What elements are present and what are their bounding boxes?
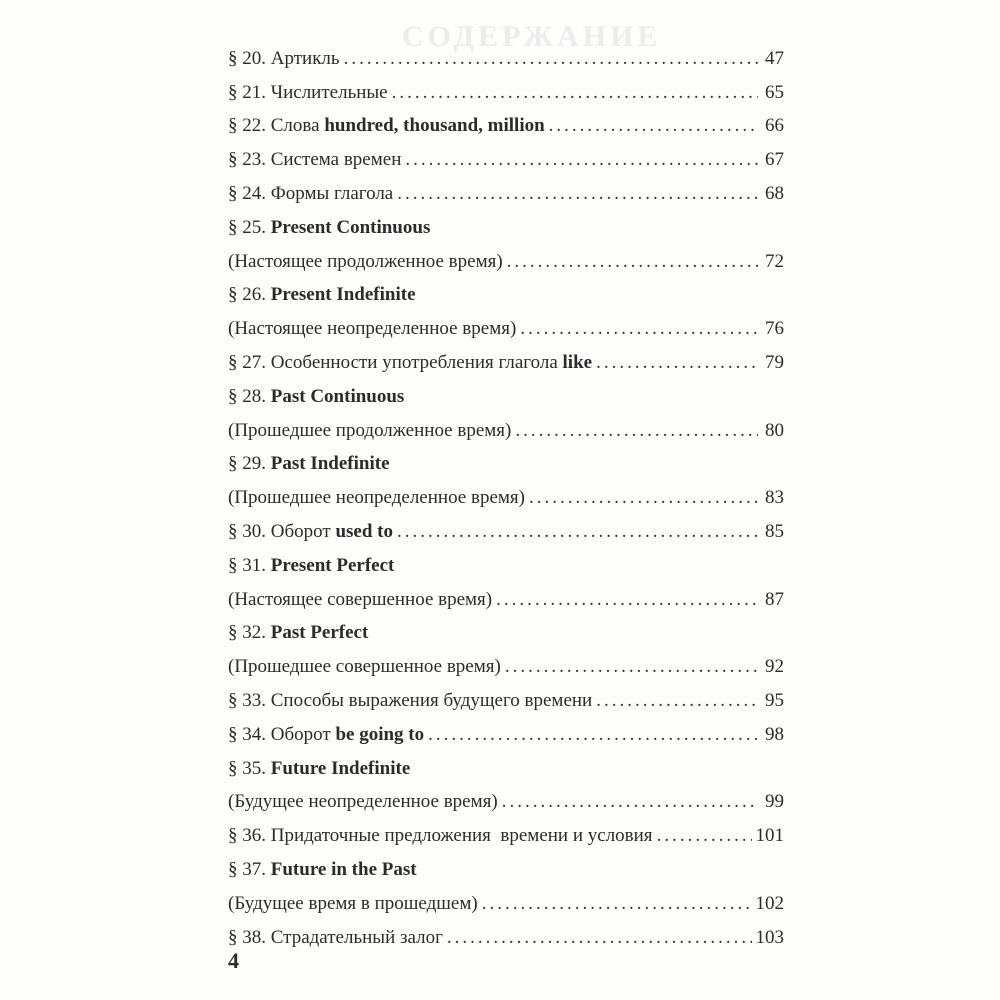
- toc-page-number: 72: [765, 250, 784, 272]
- toc-entry-text: [228, 656, 501, 678]
- section-number: § 27.: [228, 351, 266, 373]
- dot-leader: [428, 724, 758, 746]
- toc-entry: [228, 273, 784, 307]
- toc-entry: [228, 813, 784, 847]
- section-number: § 26.: [228, 284, 266, 306]
- dot-leader: [502, 791, 758, 813]
- section-title: Оборот: [270, 723, 336, 745]
- toc-entry-text: [228, 758, 410, 780]
- toc-entry: [228, 678, 784, 712]
- toc-entry: [228, 509, 784, 543]
- section-number: § 28.: [228, 385, 266, 407]
- toc-entry: [228, 36, 784, 70]
- dot-leader: [392, 82, 758, 104]
- section-number: § 33.: [228, 689, 266, 711]
- section-title-bold: Present Perfect: [270, 554, 395, 576]
- section-title-bold: like: [562, 351, 593, 373]
- toc-entry-text: [228, 927, 443, 949]
- dot-leader: [657, 825, 752, 847]
- section-title: Артикль: [270, 47, 340, 69]
- section-title: (Будущее время в прошедшем): [228, 892, 478, 914]
- section-title: (Прошедшее продолженное время): [228, 419, 512, 441]
- toc-entry: [228, 306, 784, 340]
- toc-page-number: 68: [765, 182, 784, 204]
- toc-entry-text: [228, 589, 492, 611]
- toc-page-number: 102: [755, 892, 784, 914]
- section-title: (Будущее неопределенное время): [228, 791, 498, 813]
- toc-entry: [228, 104, 784, 138]
- toc-entry: [228, 408, 784, 442]
- toc-page-number: 83: [765, 487, 784, 509]
- toc-entry: [228, 374, 784, 408]
- toc-entry: [228, 137, 784, 171]
- toc-entry: [228, 171, 784, 205]
- toc-page-number: 101: [755, 825, 784, 847]
- toc-entry-text: [228, 217, 430, 239]
- section-title-bold: Past Indefinite: [270, 453, 390, 475]
- section-number: § 29.: [228, 453, 266, 475]
- section-title: Оборот: [270, 520, 336, 542]
- toc-entry-text: [228, 521, 393, 543]
- toc-entry: [228, 543, 784, 577]
- toc-entry-text: [228, 420, 511, 442]
- toc-page-number: 95: [765, 689, 784, 711]
- dot-leader: [397, 521, 758, 543]
- dot-leader: [482, 893, 752, 915]
- dot-leader: [529, 487, 758, 509]
- dot-leader: [405, 149, 758, 171]
- toc-entry: [228, 205, 784, 239]
- dot-leader: [344, 48, 758, 70]
- toc-page-number: 85: [765, 520, 784, 542]
- section-title: (Прошедшее неопределенное время): [228, 487, 525, 509]
- section-number: § 25.: [228, 216, 266, 238]
- section-title: (Настоящее совершенное время): [228, 588, 493, 610]
- toc-entry-text: [228, 352, 592, 374]
- toc-entry: [228, 847, 784, 881]
- page-number: 4: [228, 948, 239, 973]
- section-number: § 35.: [228, 757, 266, 779]
- section-number: § 32.: [228, 622, 266, 644]
- section-title: (Прошедшее совершенное время): [228, 656, 501, 678]
- dot-leader: [596, 352, 758, 374]
- toc-entry-text: [228, 622, 368, 644]
- toc-entry: [228, 644, 784, 678]
- toc-entry: [228, 239, 784, 273]
- toc-entry-text: [228, 48, 340, 70]
- toc-entry-text: [228, 318, 516, 340]
- toc-page-number: 79: [765, 351, 784, 373]
- toc-page-number: 76: [765, 318, 784, 340]
- toc-entry-text: [228, 724, 424, 746]
- section-title-bold: hundred, thousand, million: [324, 115, 545, 137]
- toc-page-number: 92: [765, 656, 784, 678]
- toc-entry-text: [228, 825, 653, 847]
- dot-leader: [397, 183, 758, 205]
- section-number: § 37.: [228, 858, 266, 880]
- toc-entry-text: [228, 386, 404, 408]
- section-title-bold: Future in the Past: [270, 858, 417, 880]
- toc-page-number: 67: [765, 149, 784, 171]
- toc-entry-text: [228, 487, 525, 509]
- section-title: Придаточные предложения времени и условия: [270, 825, 653, 847]
- section-title: Система времен: [270, 149, 402, 171]
- toc-entry: [228, 70, 784, 104]
- dot-leader: [520, 318, 758, 340]
- section-title-bold: Future Indefinite: [270, 757, 411, 779]
- toc-page-number: 65: [765, 81, 784, 103]
- section-number: § 22.: [228, 115, 266, 137]
- toc-entry-text: [228, 284, 416, 306]
- dot-leader: [596, 690, 758, 712]
- toc-entry: [228, 915, 784, 949]
- section-title-bold: used to: [335, 520, 393, 542]
- section-title-bold: Past Continuous: [270, 385, 405, 407]
- toc-page-number: 66: [765, 115, 784, 137]
- table-of-contents: [228, 36, 784, 949]
- toc-entry: [228, 611, 784, 645]
- section-number: § 24.: [228, 182, 266, 204]
- section-title: Страдательный залог: [270, 926, 443, 948]
- toc-entry-text: [228, 893, 478, 915]
- toc-entry-text: [228, 251, 503, 273]
- dot-leader: [447, 927, 752, 949]
- toc-entry-text: [228, 82, 388, 104]
- toc-entry: [228, 780, 784, 814]
- dot-leader: [515, 420, 758, 442]
- section-number: § 30.: [228, 520, 266, 542]
- section-number: § 23.: [228, 149, 266, 171]
- toc-page-number: 87: [765, 588, 784, 610]
- toc-entry-text: [228, 690, 592, 712]
- toc-entry: [228, 881, 784, 915]
- toc-entry-text: [228, 115, 545, 137]
- section-number: § 34.: [228, 723, 266, 745]
- section-title-bold: Present Indefinite: [270, 284, 416, 306]
- toc-entry-text: [228, 183, 393, 205]
- dot-leader: [496, 589, 758, 611]
- section-number: § 36.: [228, 825, 266, 847]
- toc-page-number: 98: [765, 723, 784, 745]
- section-title: Слова: [270, 115, 325, 137]
- section-title: Способы выражения будущего времени: [270, 689, 593, 711]
- section-title: (Настоящее неопределенное время): [228, 318, 517, 340]
- toc-entry: [228, 475, 784, 509]
- toc-entry: [228, 577, 784, 611]
- section-number: § 38.: [228, 926, 266, 948]
- toc-entry-text: [228, 555, 394, 577]
- section-title: Формы глагола: [270, 182, 394, 204]
- section-number: § 21.: [228, 81, 266, 103]
- section-title-bold: be going to: [335, 723, 425, 745]
- toc-entry-text: [228, 453, 390, 475]
- section-title-bold: Past Perfect: [270, 622, 369, 644]
- section-title: (Настоящее продолженное время): [228, 250, 503, 272]
- section-title: Числительные: [270, 81, 388, 103]
- dot-leader: [549, 115, 758, 137]
- toc-page-number: 47: [765, 47, 784, 69]
- toc-entry: [228, 442, 784, 476]
- toc-entry: [228, 712, 784, 746]
- section-title-bold: Present Continuous: [270, 216, 431, 238]
- toc-page-number: 99: [765, 791, 784, 813]
- toc-entry-text: [228, 149, 401, 171]
- section-number: § 20.: [228, 47, 266, 69]
- toc-entry-text: [228, 791, 498, 813]
- toc-page-number: 103: [755, 926, 784, 948]
- dot-leader: [505, 656, 758, 678]
- toc-entry: [228, 746, 784, 780]
- section-number: § 31.: [228, 554, 266, 576]
- bleed-through-heading: СОДЕРЖАНИЕ: [402, 20, 662, 53]
- section-title: Особенности употребления глагола: [270, 351, 563, 373]
- toc-page-number: 80: [765, 419, 784, 441]
- toc-entry: [228, 340, 784, 374]
- dot-leader: [507, 251, 758, 273]
- toc-entry-text: [228, 859, 417, 881]
